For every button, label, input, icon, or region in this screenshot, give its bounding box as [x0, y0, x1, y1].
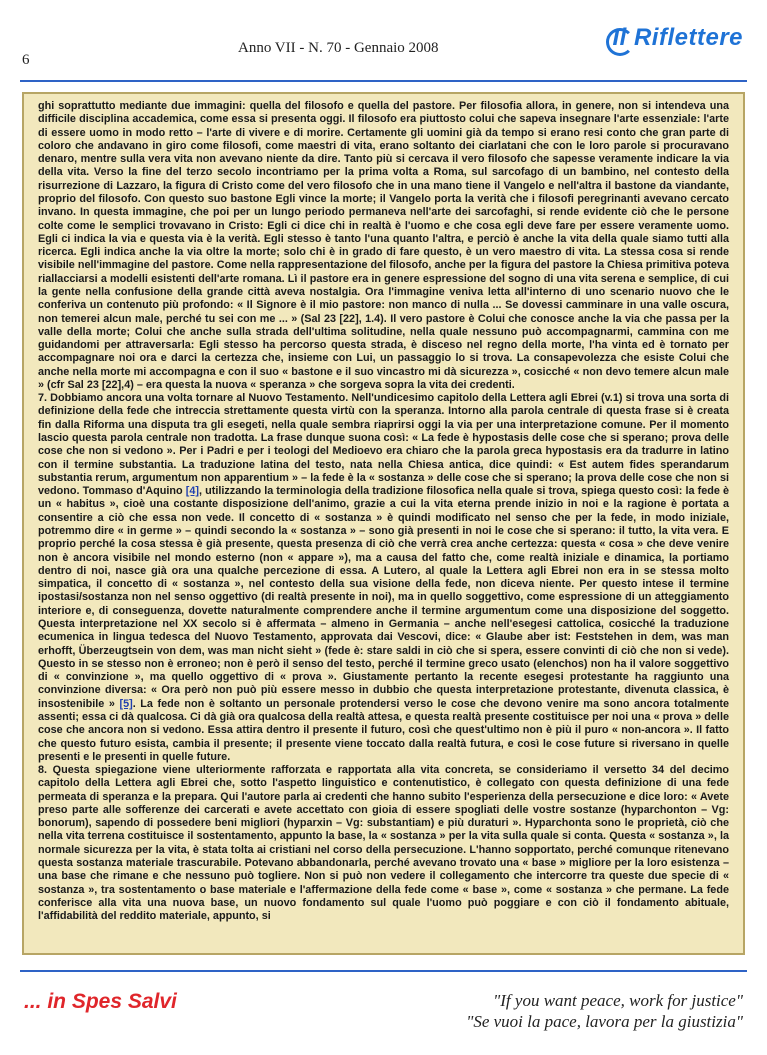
footnote-ref-link[interactable]: [5]	[119, 697, 133, 710]
footnote-ref-link[interactable]: [4]	[185, 485, 200, 498]
article-paragraph: 7. Dobbiamo ancora una volta tornare al Nuovo Testamento. Nell'undicesimo capitolo della Lettera agli Ebrei (v.1) si trova una sorta di definizione della fede che intreccia strettamente questa virtù con la speranza. Intorno alla parola centrale di questa frase si è creata fin dalla Riforma una disputa tra gli esegeti, nella quale sembra riaprirsi oggi la via per una interpretazione comune. Per il momento lascio questa parola centrale non tradotta. La frase dunque suona così: « La fede è hypostasis delle cose che si sperano; prova delle cose che non si vedono ». Per i Padri e per i teologi del Medioevo era chiaro che la parola greca hypostasis era da tradurre in latino con il termine substantia. La traduzione latina del testo, nata nella Chiesa antica, dice quindi: « Est autem fides sperandarum substantia rerum, argumentum non apparentium » – la fede è la « sostanza » delle cose che si sperano; la prova delle cose che non si vedono. Tommaso d'Aquino [4], utilizzando la terminologia della tradizione filosofica nella quale si trova, spiega questo così: la fede è un « habitus », cioè una costante disposizione dell'animo, grazie a cui la vita eterna prende inizio in noi e la ragione è portata a consentire a ciò che essa non vede. Il concetto di « sostanza » è quindi modificato nel senso che per la fede, in modo iniziale, potremmo dire « in germe » – quindi secondo la « sostanza » – sono già presenti in noi le cose che si sperano: il tutto, la vita vera. E proprio perché la cosa stessa è già presente, questa presenza di ciò che verrà crea anche certezza: questa « cosa » che deve venire non è ancora visibile nel mondo esterno (non « appare »), ma a causa del fatto che, come realtà iniziale e dinamica, la portiamo dentro di noi, nasce già ora una qualche percezione di essa. A Lutero, al quale la Lettera agli Ebrei non era in se stessa molto simpatica, il concetto di « sostanza », nel contesto della sua visione della fede, non diceva niente. Per questo intese il termine ipostasi/sostanza non nel senso oggettivo (di realtà presente in noi), ma in quello soggettivo, come espressione di un atteggiamento interiore e, di conseguenza, dovette naturalmente comprendere anche il termine argumentum come una disposizione del soggetto. Questa interpretazione nel XX secolo si è affermata – almeno in Germania – anche nell'esegesi cattolica, cosicché la traduzione ecumenica in lingua tedesca del Nuovo Testamento, approvata dai Vescovi, dice: « Glaube aber ist: Feststehen in dem, was man erhofft, Überzeugtsein von dem, was man nicht sieht » (fede è: stare saldi in ciò che si spera, essere convinti di ciò che non si vede). Questo in se stesso non è erroneo; non è però il senso del testo, perché il termine greco usato (elenchos) non ha il valore soggettivo di « convinzione », ma quello oggettivo di « prova ». Giustamente pertanto la recente esegesi protestante ha raggiunto una convinzione diversa: « Ora però non può più essere messo in dubbio che questa interpretazione protestante, divenuta classica, è insostenibile » [5]. La fede non è soltanto un personale protendersi verso le cose che devono venire ma sono ancora totalmente assenti; essa ci dà qualcosa. Ci dà già ora qualcosa della realtà attesa, e questa realtà presente costituisce per noi una « prova » delle cose che ancora non si vedono. Essa attira dentro il presente il futuro, così che quest'ultimo non è più il puro « non-ancora ». Il fatto che questo futuro esista, cambia il presente; il presente viene toccato dalla realtà futura, e così le cose future si riversano in quelle presenti e le presenti in quelle future.	[38, 392, 730, 763]
masthead-logo	[612, 24, 743, 52]
logo-text: Il Riflettere	[612, 24, 743, 51]
article-paragraph: ghi soprattutto mediante due immagini: quella del filosofo e quella del pastore. Per filosofia allora, in genere, non si intendeva una difficile disciplina accademica, come essa si presenta oggi. Il filosofo era piuttosto colui che sapeva insegnare l'arte essenziale: l'arte di essere uomo in modo retto – l'arte di vivere e di morire. Certamente gli uomini già da tempo si erano resi conto che gran parte di coloro che andavano in giro come filosofi, come maestri di vita, erano soltanto dei ciarlatani che con le loro parole si procuravano denaro, mentre sulla vera vita non avevano niente da dire. Tanto più si cercava il vero filosofo che sapesse veramente indicare la via della vita. Verso la fine del terzo secolo incontriamo per la prima volta a Roma, sul sarcofago di un bambino, nel contesto della risurrezione di Lazzaro, la figura di Cristo come del vero filosofo che in una mano tiene il Vangelo e nell'altra il bastone da viandante, proprio del filosofo. Con questo suo bastone Egli vince la morte; il Vangelo porta la verità che i filosofi peregrinanti avevano cercato invano. In questa immagine, che poi per un lungo periodo permaneva nell'arte dei sarcofaghi, si rende evidente ciò che le persone colte come le semplici trovavano in Cristo: Egli ci dice chi in realtà è l'uomo e che cosa egli deve fare per essere veramente uomo. Egli ci indica la via e questa via è la verità. Egli stesso è tanto l'una quanto l'altra, e perciò è anche la vita della quale siamo tutti alla ricerca. Egli indica anche la via oltre la morte; solo chi è in grado di fare questo, è un vero maestro di vita. La stessa cosa si rende visibile nell'immagine del pastore. Come nella rappresentazione del filosofo, anche per la figura del pastore la Chiesa primitiva poteva riallacciarsi a modelli esistenti dell'arte romana. Lì il pastore era in genere espressione del sogno di una vita serena e semplice, di cui la gente nella confusione della grande città aveva nostalgia. Ora l'immagine veniva letta all'interno di uno scenario nuovo che le conferiva un contenuto più profondo: « Il Signore è il mio pastore: non manco di nulla ... Se dovessi camminare in una valle oscura, non temerei alcun male, perché tu sei con me ... » (Sal 23 [22], 1.4). Il vero pastore è Colui che conosce anche la via che passa per la valle della morte; Colui che anche sulla strada dell'ultima solitudine, nella quale nessuno può accompagnarmi, cammina con me guidandomi per attraversarla: Egli stesso ha percorso questa strada, è disceso nel regno della morte, l'ha vinta ed è tornato per accompagnare noi ora e darci la certezza che, insieme con Lui, un passaggio lo si trova. La consapevolezza che esiste Colui che anche nella morte mi accompagna e con il suo « bastone e il suo vincastro mi dà sicurezza », cosicché « non devo temere alcun male » (cfr Sal 23 [22],4) – era questa la nuova « speranza » che sorgeva sopra la vita dei credenti.	[38, 100, 729, 391]
article-paragraph: 8. Questa spiegazione viene ulteriormente rafforzata e rapportata alla vita concreta, se consideriamo il versetto 34 del decimo capitolo della Lettera agli Ebrei che, sotto l'aspetto linguistico e contenutistico, è collegato con questa definizione di una fede permeata di speranza e la prepara. Qui l'autore parla ai credenti che hanno subito l'esperienza della persecuzione e dice loro: « Avete preso parte alle sofferenze dei carcerati e avete accettato con gioia di essere spogliati delle vostre sostanze (hyparchonton – Vg: bonorum), sapendo di possedere beni migliori (hyparxin – Vg: substantiam) e più duraturi ». Hyparchonta sono le proprietà, ciò che nella vita terrena costituisce il sostentamento, appunto la base, la « sostanza » per la vita sulla quale si conta. Questa « sostanza », la normale sicurezza per la vita, è stata tolta ai cristiani nel corso della persecuzione. L'hanno sopportato, perché comunque ritenevano questa sostanza materiale trascurabile. Potevano abbandonarla, perché avevano trovato una « base » migliore per la loro esistenza – una base che rimane e che nessuno può togliere. Non si può non vedere il collegamento che intercorre tra queste due specie di « sostanza », tra sostentamento o base materiale e l'affermazione della fede come « base », come « sostanza » che permane. La fede conferisce alla vita una nuova base, un nuovo fondamento sul quale l'uomo può poggiare e con ciò il fondamento abituale, l'affidabilità del reddito materiale, appunto, si	[38, 764, 729, 923]
footer-section-title: ... in Spes Salvi	[24, 990, 177, 1013]
article-body	[22, 92, 745, 955]
logo-swoosh-icon	[606, 28, 634, 56]
top-divider	[20, 80, 747, 82]
page-number: 6	[22, 52, 30, 68]
footer-quote-english: "If you want peace, work for justice"	[493, 991, 743, 1010]
footer-quote-italian: "Se vuoi la pace, lavora per la giustizia"	[466, 1012, 743, 1031]
footer-quote	[466, 990, 743, 1032]
bottom-divider	[20, 970, 747, 972]
issue-info: Anno VII - N. 70 - Gennaio 2008	[238, 40, 439, 56]
